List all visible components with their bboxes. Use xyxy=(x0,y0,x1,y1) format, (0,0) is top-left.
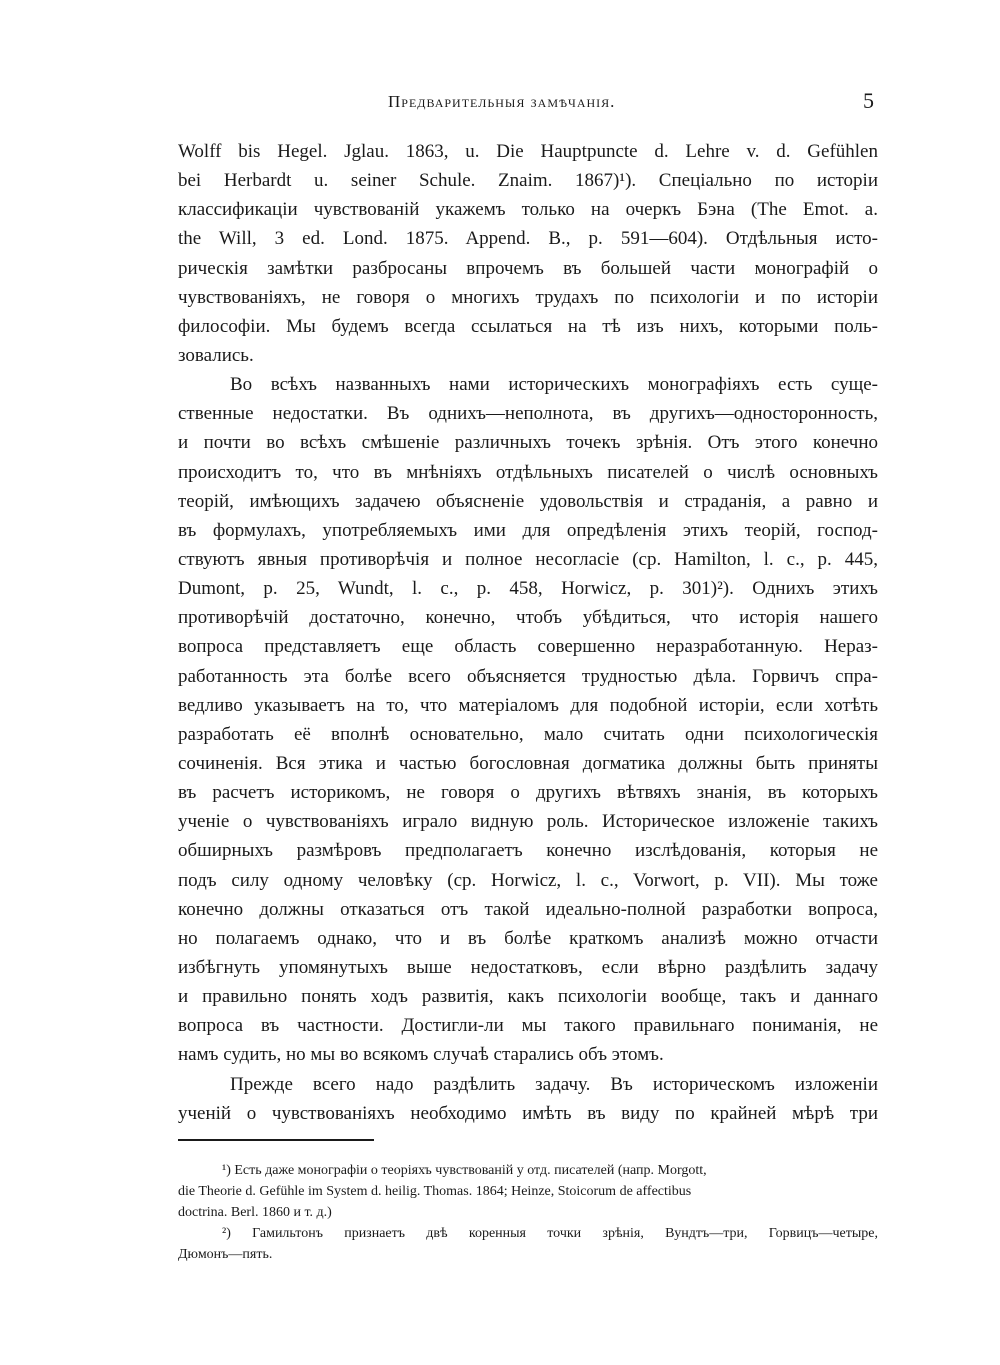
footnote-line: Дюмонъ—пять. xyxy=(178,1247,273,1262)
text-line: происходитъ то, что въ мнѣніяхъ отдѣльныхъ писателей о числѣ основныхъ xyxy=(178,461,878,483)
text-line: рическія замѣтки разбросаны впрочемъ въ большей части монографій о xyxy=(178,257,878,279)
paragraph-start-line: Во всѣхъ названныхъ нами историческихъ монографіяхъ есть суще- xyxy=(230,374,878,396)
footnotes xyxy=(178,1160,878,1265)
text-line: bei Herbardt u. seiner Schule. Znaim. 1867)¹). Спеціально по исторіи xyxy=(178,170,878,192)
footnote-line: ¹) Есть даже монографіи о теоріяхъ чувствованій у отд. писателей (напр. Morgott, xyxy=(222,1163,707,1178)
footnote-line: die Theorie d. Gefühle im System d. heilig. Thomas. 1864; Heinze, Stoicorum de affectibus xyxy=(178,1184,692,1199)
text-line: Wolff bis Hegel. Jglau. 1863, u. Die Hauptpuncte d. Lehre v. d. Gefühlen xyxy=(178,141,878,162)
text-line: чувствованіяхъ, не говоря о многихъ трудахъ по психологіи и по исторіи xyxy=(178,286,878,308)
text-line: намъ судить, но мы во всякомъ случаѣ старались объ этомъ. xyxy=(178,1044,664,1066)
text-line: въ формулахъ, употребляемыхъ ими для опредѣленія этихъ теорій, господ- xyxy=(178,519,878,541)
text-line: the Will, 3 ed. Lond. 1875. Append. B., p. 591—604). Отдѣльныя исто- xyxy=(178,228,878,250)
text-line: ученій о чувствованіяхъ необходимо имѣть въ виду по крайней мѣрѣ три xyxy=(178,1102,878,1124)
text-line: теорій, имѣющихъ задачею объясненіе удовольствія и страданія, а равно и xyxy=(178,490,878,512)
running-title: Предварительныя замѣчанія. xyxy=(388,92,616,111)
text-line: разработать её вполнѣ основательно, мало считать одни психологическія xyxy=(178,723,878,745)
text-line: противорѣчій достаточно, конечно, чтобъ убѣдиться, что исторія нашего xyxy=(178,607,878,629)
text-line: подъ силу одному человѣку (ср. Horwicz, l. c., Vorwort, p. VII). Мы тоже xyxy=(178,869,878,891)
text-line: и правильно понять ходъ развитія, какъ психологіи вообще, такъ и даннаго xyxy=(178,986,878,1008)
text-line: въ расчетъ историкомъ, не говоря о другихъ вѣтвяхъ знанія, въ которыхъ xyxy=(178,782,878,804)
text-line: ственные недостатки. Въ однихъ—неполнота, въ другихъ—односторонность, xyxy=(178,403,878,425)
text-line: ученіе о чувствованіяхъ играло видную роль. Историческое изложеніе такихъ xyxy=(178,811,878,833)
text-line: конечно должны отказаться отъ такой идеально-полной разработки вопроса, xyxy=(178,898,878,920)
footnote-line: ²) Гамильтонъ признаетъ двѣ коренныя точки зрѣнія, Вундтъ—три, Горвицъ—четыре, xyxy=(222,1226,878,1241)
text-line: обширныхъ размѣровъ предполагаетъ конечно изслѣдованія, которыя не xyxy=(178,840,878,862)
text-line: избѣгнуть упомянутыхъ выше недостатковъ, если вѣрно раздѣлить задачу xyxy=(178,956,878,978)
page-header xyxy=(178,88,878,118)
text-line: философіи. Мы будемъ всегда ссылаться на тѣ изъ нихъ, которыми поль- xyxy=(178,315,878,337)
text-line: ведливо указываетъ на то, что матеріаломъ для подобной исторіи, если хотѣть xyxy=(178,694,878,716)
text-line: Dumont, p. 25, Wundt, l. c., p. 458, Horwicz, p. 301)²). Однихъ этихъ xyxy=(178,578,878,600)
text-line: работанность эта болѣе всего объясняется трудностью дѣла. Горвичъ спра- xyxy=(178,665,878,687)
paragraph-start-line: Прежде всего надо раздѣлить задачу. Въ историческомъ изложеніи xyxy=(230,1073,878,1095)
main-text xyxy=(178,137,878,1128)
footnote-line: doctrina. Berl. 1860 и т. д.) xyxy=(178,1205,332,1220)
text-line: и почти во всѣхъ смѣшеніе различныхъ точекъ зрѣнія. Отъ этого конечно xyxy=(178,432,878,454)
text-line: зовались. xyxy=(178,344,254,366)
text-line: ствуютъ явныя противорѣчія и полное несогласіе (ср. Hamilton, l. c., p. 445, xyxy=(178,548,878,570)
text-line: но полагаемъ однако, что и въ болѣе краткомъ анализѣ можно отчасти xyxy=(178,927,878,949)
text-line: классификаціи чувствованій укажемъ только на очеркъ Бэна (The Emot. a. xyxy=(178,199,878,221)
text-line: сочиненія. Вся этика и частью богословная догматика должны быть приняты xyxy=(178,752,878,774)
text-line: вопроса представляетъ еще область совершенно неразработанную. Нераз- xyxy=(178,636,878,658)
page-number: 5 xyxy=(863,88,874,113)
text-line: вопроса въ частности. Достигли-ли мы такого правильнаго пониманія, не xyxy=(178,1015,878,1037)
footnote-separator xyxy=(178,1139,374,1141)
